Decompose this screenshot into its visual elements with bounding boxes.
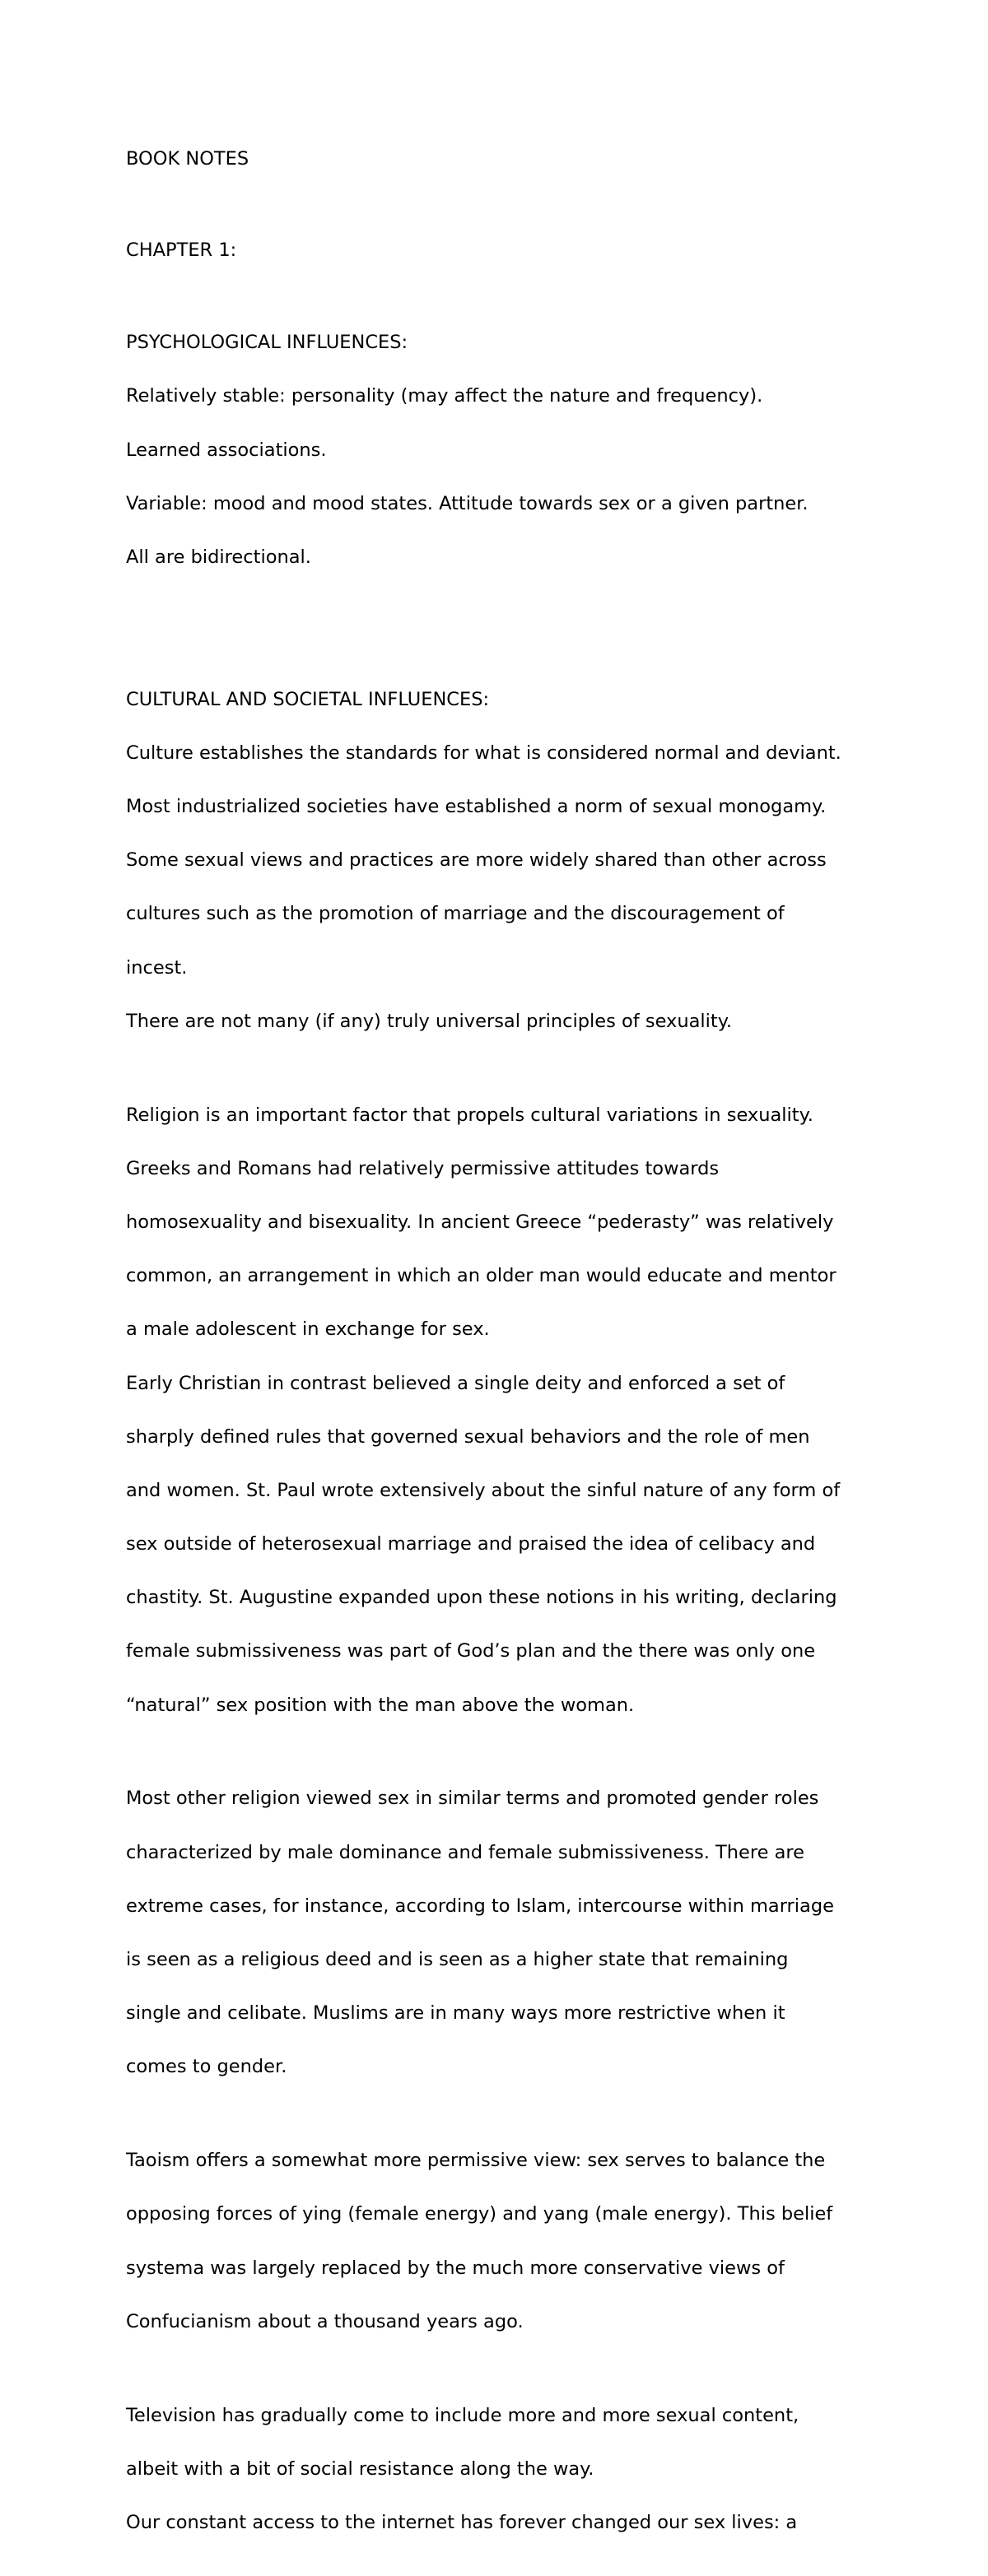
text-line: single and celibate. Muslims are in many ways more restrictive when it xyxy=(126,2002,785,2025)
text-line: comes to gender. xyxy=(126,2056,287,2078)
text-line: Relatively stable: personality (may affect the nature and frequency). xyxy=(126,385,763,407)
chapter-heading: CHAPTER 1: xyxy=(126,239,237,262)
text-line: albeit with a bit of social resistance along the way. xyxy=(126,2457,594,2480)
other-religion-paragraph xyxy=(126,1759,916,2108)
text-line: All are bidirectional. xyxy=(126,546,311,568)
text-line: Early Christian in contrast believed a single deity and enforced a set of xyxy=(126,1372,785,1394)
text-line: Culture establishes the standards for what is considered normal and deviant. xyxy=(126,742,841,764)
document-title: BOOK NOTES xyxy=(126,147,249,170)
text-line: sharply defined rules that governed sexual behaviors and the role of men xyxy=(126,1425,810,1448)
text-line: Learned associations. xyxy=(126,439,327,461)
text-line: “natural” sex position with the man above the woman. xyxy=(126,1694,635,1716)
media-paragraph xyxy=(126,2375,916,2563)
text-line: Some sexual views and practices are more widely shared than other across xyxy=(126,849,827,872)
text-line: Most industrialized societies have established a norm of sexual monogamy. xyxy=(126,796,827,818)
cultural-section xyxy=(126,659,916,1062)
text-line: systema was largely replaced by the much more conservative views of xyxy=(126,2257,785,2279)
text-line: There are not many (if any) truly universal principles of sexuality. xyxy=(126,1010,732,1032)
text-line: sex outside of heterosexual marriage and praised the idea of celibacy and xyxy=(126,1533,816,1555)
text-line: incest. xyxy=(126,956,188,979)
text-line: Our constant access to the internet has forever changed our sex lives: a xyxy=(126,2511,798,2533)
text-line: is seen as a religious deed and is seen as a higher state that remaining xyxy=(126,1949,789,1970)
section-heading: CULTURAL AND SOCIETAL INFLUENCES: xyxy=(126,688,490,710)
text-line: female submissiveness was part of God’s plan and the there was only one xyxy=(126,1640,816,1662)
text-line: Most other religion viewed sex in similar terms and promoted gender roles xyxy=(126,1788,819,1810)
text-line: characterized by male dominance and female submissiveness. There are xyxy=(126,1841,804,1863)
text-line: Greeks and Romans had relatively permissive attitudes towards xyxy=(126,1157,720,1179)
section-heading: PSYCHOLOGICAL INFLUENCES: xyxy=(126,332,408,354)
text-line: extreme cases, for instance, according to Islam, intercourse within marriage xyxy=(126,1895,834,1917)
text-line: homosexuality and bisexuality. In ancient Greece “pederasty” was relatively xyxy=(126,1211,834,1233)
text-line: and women. St. Paul wrote extensively about the sinful nature of any form of xyxy=(126,1479,841,1501)
text-line: Religion is an important factor that propels cultural variations in sexuality. xyxy=(126,1104,813,1126)
text-line: Variable: mood and mood states. Attitude towards sex or a given partner. xyxy=(126,492,809,514)
text-line: cultures such as the promotion of marriage and the discouragement of xyxy=(126,903,785,925)
taoism-paragraph xyxy=(126,2121,916,2362)
religion-paragraph xyxy=(126,1075,916,1746)
text-line: common, an arrangement in which an older man would educate and mentor xyxy=(126,1265,837,1287)
text-line: Television has gradually come to include more and more sexual content, xyxy=(126,2404,799,2426)
text-line: Confucianism about a thousand years ago. xyxy=(126,2310,524,2332)
psychological-section xyxy=(126,303,916,598)
text-line: chastity. St. Augustine expanded upon these notions in his writing, declaring xyxy=(126,1587,837,1609)
text-line: Taoism offers a somewhat more permissive view: sex serves to balance the xyxy=(126,2150,826,2172)
document-page xyxy=(126,119,916,2576)
text-line: a male adolescent in exchange for sex. xyxy=(126,1318,490,1341)
text-line: opposing forces of ying (female energy) and yang (male energy). This belief xyxy=(126,2203,833,2225)
